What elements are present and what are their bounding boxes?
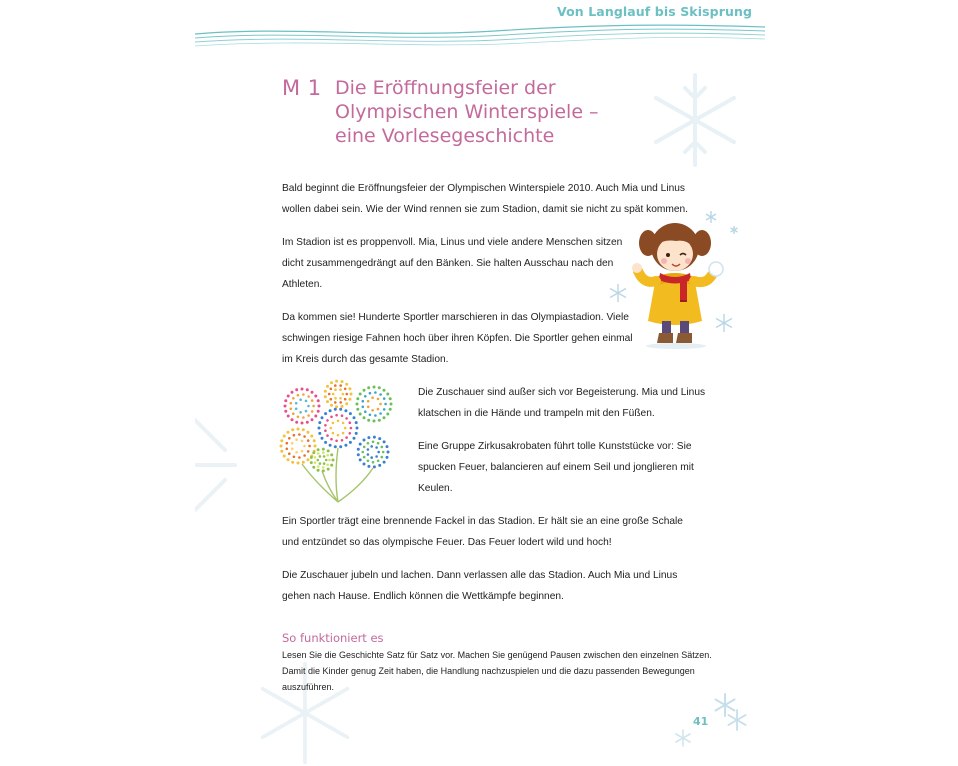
firework-burst (357, 436, 390, 469)
title-line: Olympischen Winterspiele – (335, 101, 599, 123)
snowflake-icon (670, 725, 696, 751)
girl-illustration (606, 205, 746, 350)
story-paragraph-6: Ein Sportler trägt eine brennende Fackel in das Stadion. Er hält sie an eine große Schale und entzündet so das olympische Feuer. Das Feuer lodert wild und hoch! (282, 516, 683, 548)
story-paragraph-1: Bald beginnt die Eröffnungsfeier der Olympischen Winterspiele 2010. Auch Mia und Linus wollen dabei sein. Wie der Wind rennen sie zum Stadion, damit sie nicht zu spät kommen. (282, 183, 688, 215)
story-paragraph-7: Die Zuschauer jubeln und lachen. Dann verlassen alle das Stadion. Auch Mia und Linus gehen nach Hause. Endlich können die Wettkämpfe beginnen. (282, 570, 678, 602)
fireworks-illustration (276, 378, 406, 504)
howto-title: So funktioniert es (282, 631, 384, 645)
snowflake-icon (195, 400, 255, 530)
firework-burst (318, 408, 359, 449)
firework-burst (310, 448, 335, 473)
story-paragraph-5: Eine Gruppe Zirkusakrobaten führt tolle Kunststücke vor: Sie spucken Feuer, balancieren auf einem Seil und jonglieren mit Keulen. (418, 441, 694, 494)
story-paragraph-3: Da kommen sie! Hunderte Sportler marschieren in das Olympiastadion. Viele schwingen riesige Fahnen hoch über ihren Köpfen. Die Sportler gehen einmal im Kreis durch das gesamte Stadion. (282, 312, 633, 365)
page-title (335, 76, 635, 148)
story-paragraph-2: Im Stadion ist es proppenvoll. Mia, Linus und viele andere Menschen sitzen dicht zusammengedrängt auf den Bänken. Sie halten Ausschau nach den Athleten. (282, 237, 623, 290)
section-header-title: Von Langlauf bis Skisprung (557, 4, 753, 19)
header-waves (195, 18, 765, 54)
snowflake-icon (722, 705, 752, 735)
material-number: M 1 (282, 76, 322, 100)
title-line: eine Vorlesegeschichte (335, 125, 555, 147)
firework-burst (356, 386, 393, 423)
title-line: Die Eröffnungsfeier der (335, 77, 556, 99)
firework-burst (284, 388, 321, 425)
howto-text: Lesen Sie die Geschichte Satz für Satz vor. Machen Sie genügend Pausen zwischen den einzelnen Sätzen. Damit die Kinder genug Zeit haben, die Handlung nachzuspielen und die dazu passenden Bewegungen auszuführen. (282, 650, 712, 692)
page-number: 41 (693, 715, 709, 728)
snowflake-icon (645, 70, 745, 170)
story-paragraph-4: Die Zuschauer sind außer sich vor Begeisterung. Mia und Linus klatschen in die Hände und trampeln mit den Füßen. (418, 387, 706, 419)
firework-burst (324, 380, 353, 409)
firework-burst (280, 428, 317, 465)
